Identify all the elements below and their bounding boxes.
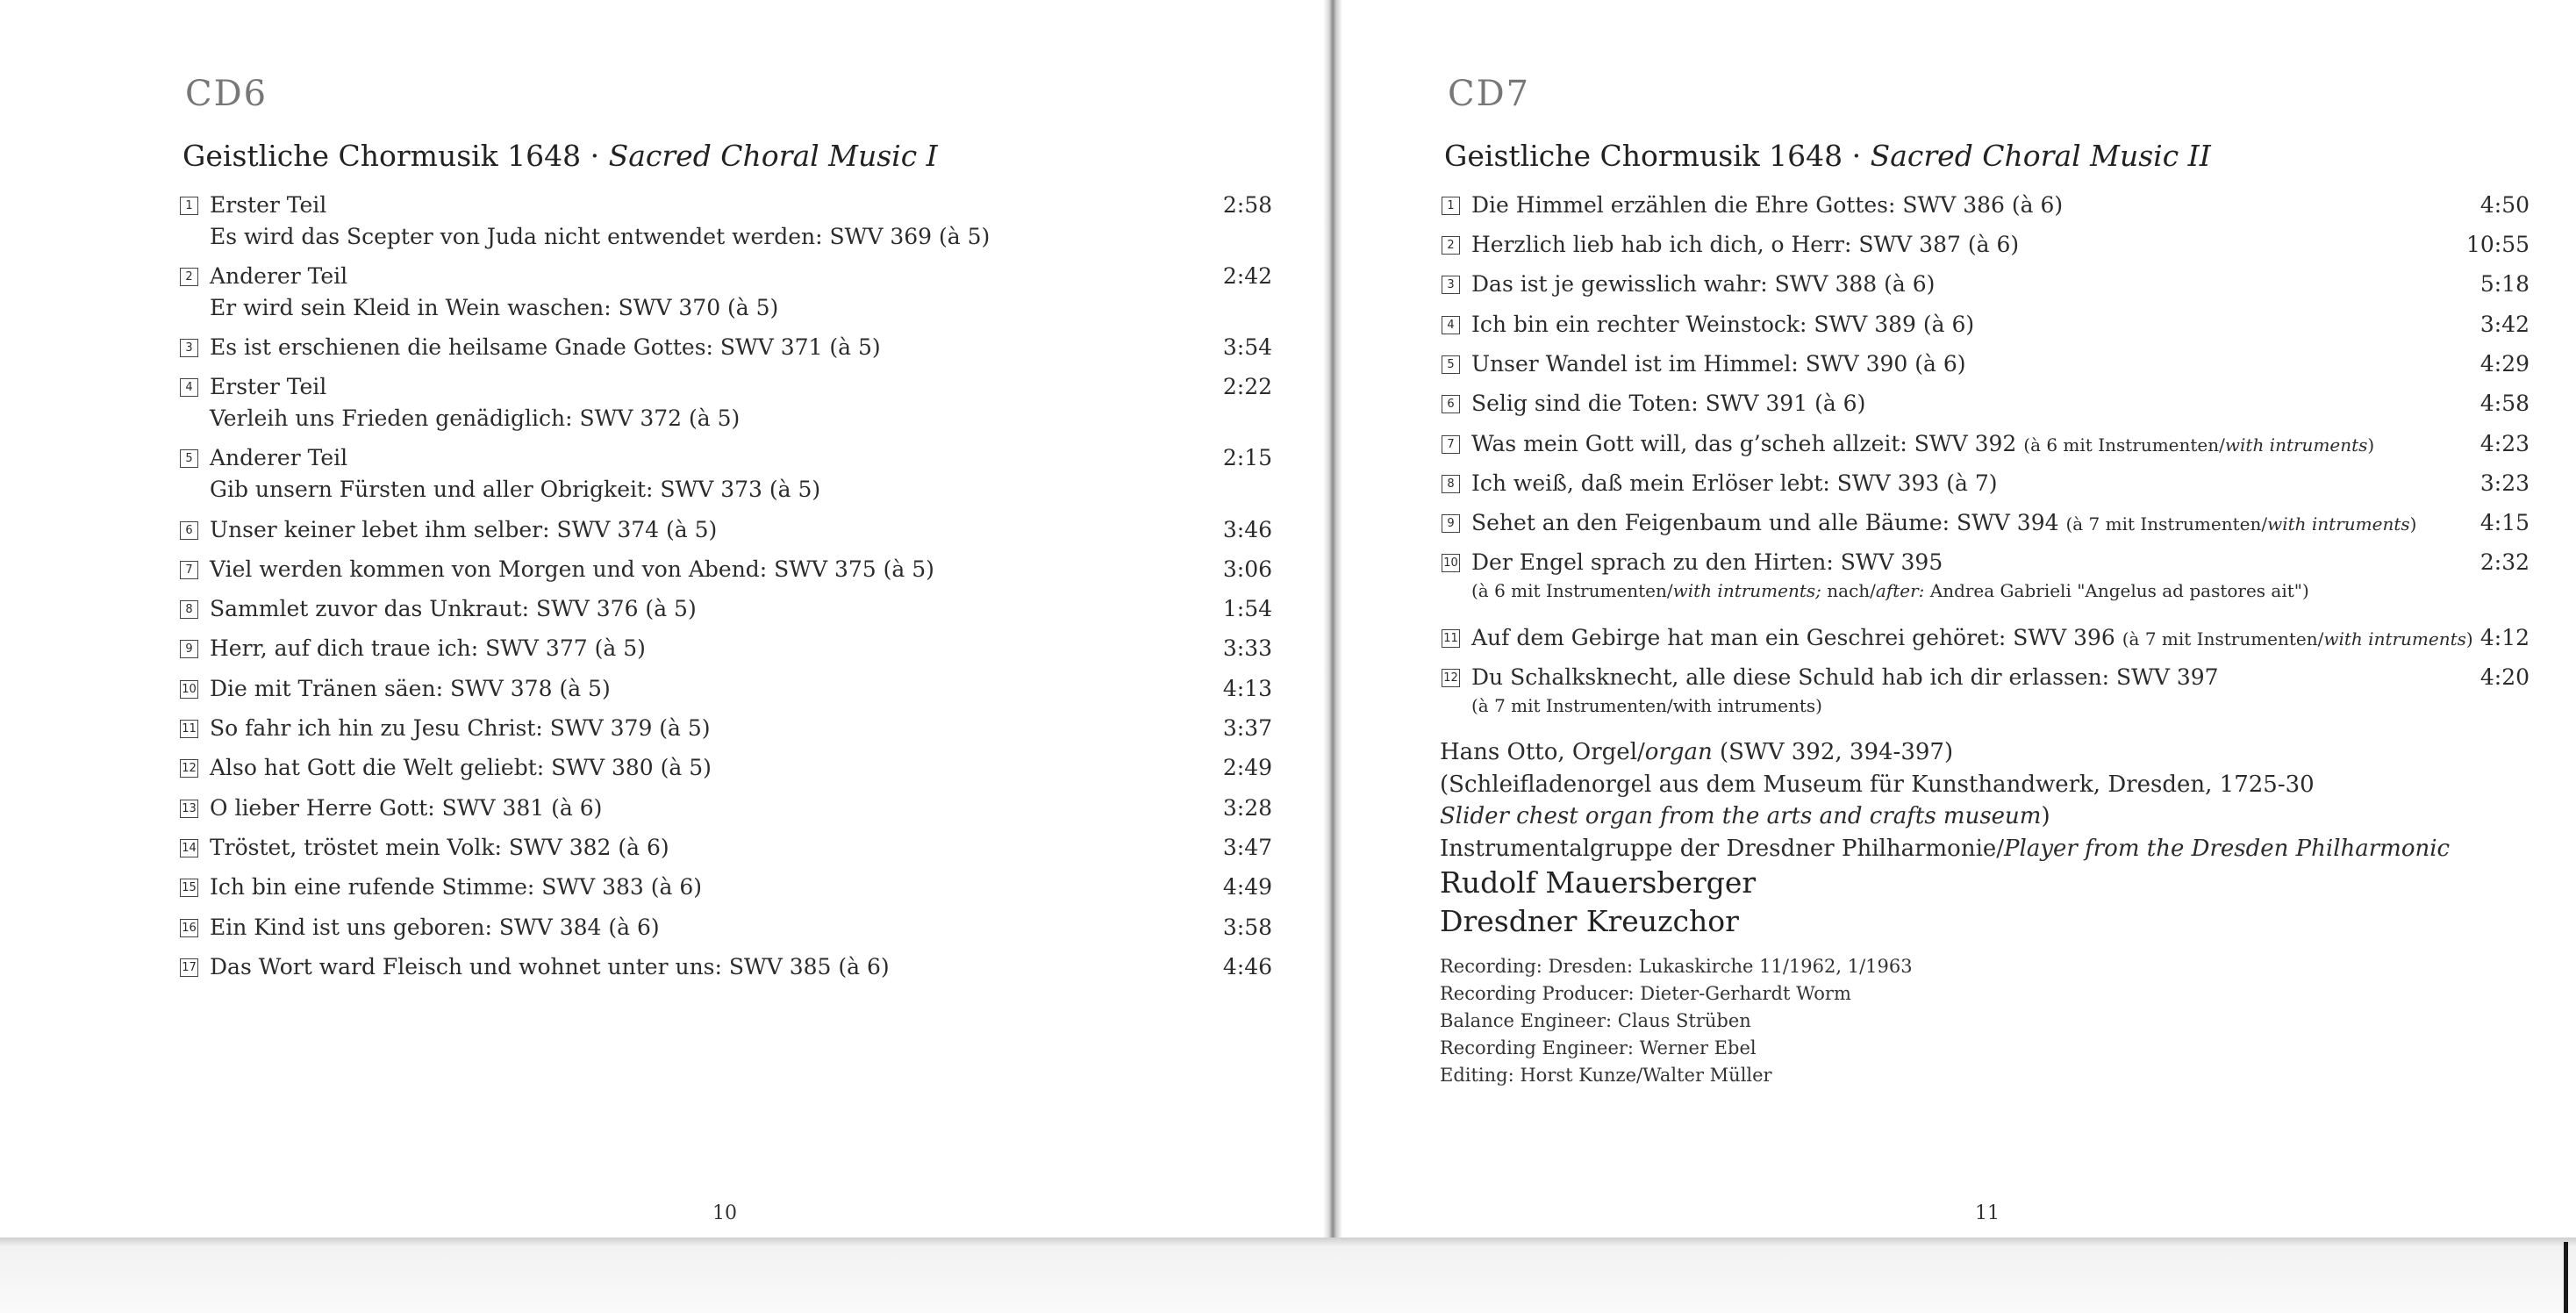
- track-title: Verleih uns Frieden genädiglich: SWV 372 (à 5): [210, 405, 741, 431]
- track-number: 16: [180, 919, 198, 937]
- track-title: Tröstet, tröstet mein Volk: SWV 382 (à 6): [210, 835, 669, 860]
- track-title: Ein Kind ist uns geboren: SWV 384 (à 6): [210, 915, 660, 940]
- credit-conductor: Rudolf Mauersberger: [1440, 865, 1757, 900]
- recording-line: Recording Producer: Dieter-Gerhardt Worm: [1440, 983, 1851, 1004]
- track-duration: 1:54: [1222, 596, 1272, 621]
- track-number: 5: [180, 449, 198, 468]
- track-row: [180, 442, 1272, 506]
- track-number: 8: [1442, 475, 1460, 493]
- track-row: [180, 673, 1272, 705]
- track-row: [180, 752, 1272, 784]
- track-title: Das ist je gewisslich wahr: SWV 388 (à 6): [1471, 271, 1936, 297]
- track-title: Es ist erschienen die heilsame Gnade Gottes: SWV 371 (à 5): [210, 334, 881, 360]
- track-row: [1442, 309, 2529, 341]
- track-row: [180, 593, 1272, 625]
- track-title: Gib unsern Fürsten und aller Obrigkeit: SWV 373 (à 5): [210, 477, 821, 502]
- track-row: [180, 633, 1272, 664]
- credit-text: ): [2041, 803, 2050, 829]
- cd6-label: CD6: [185, 74, 268, 114]
- track-duration: 3:28: [1222, 795, 1272, 821]
- track-row: [1442, 547, 2529, 610]
- track-row: [180, 554, 1272, 585]
- track-row: [1442, 269, 2529, 300]
- track-duration: 4:15: [2479, 510, 2529, 535]
- track-duration: 3:42: [2479, 312, 2529, 337]
- track-row: [180, 332, 1272, 363]
- track-number: 15: [180, 879, 198, 897]
- credit-organist: [1440, 739, 1953, 765]
- track-part: Anderer Teil: [210, 445, 348, 470]
- track-duration: 3:37: [1222, 715, 1272, 741]
- page-number: 10: [712, 1202, 737, 1224]
- track-duration: 4:46: [1222, 954, 1272, 979]
- note-part: Andrea Gabrieli "Angelus ad pastores ait"): [1924, 580, 2309, 601]
- track-scoring-en: with intruments: [2224, 434, 2368, 456]
- track-number: 10: [1442, 554, 1460, 572]
- track-duration: 10:55: [2465, 232, 2529, 257]
- track-title: Es wird das Scepter von Juda nicht entwendet werden: SWV 369 (à 5): [210, 224, 991, 249]
- credit-organ-info: (Schleifladenorgel aus dem Museum für Kunsthandwerk, Dresden, 1725-30: [1440, 771, 2315, 798]
- track-row: [180, 951, 1272, 983]
- page-number: 11: [1975, 1202, 2000, 1224]
- track-note: (à 7 mit Instrumenten/with intruments): [1471, 695, 1822, 716]
- note-part-en: with intruments;: [1672, 580, 1821, 601]
- track-duration: 3:58: [1222, 915, 1272, 940]
- track-number: 6: [1442, 395, 1460, 413]
- cd6-title: [182, 139, 938, 173]
- track-number: 4: [180, 378, 198, 397]
- track-row: [1442, 468, 2529, 499]
- track-scoring-en: with intruments: [2323, 628, 2466, 649]
- track-title: Sammlet zuvor das Unkraut: SWV 376 (à 5): [210, 596, 697, 621]
- track-duration: 3:06: [1222, 556, 1272, 582]
- credit-text: (SWV 392, 394-397): [1712, 739, 1954, 765]
- track-duration: 3:33: [1222, 635, 1272, 661]
- credit-text-en: Player from the Dresden Philharmonic: [2004, 836, 2451, 862]
- track-scoring-en: with intruments: [2267, 513, 2410, 535]
- track-row: [180, 912, 1272, 943]
- track-duration: 4:29: [2479, 351, 2529, 377]
- track-number: 17: [180, 958, 198, 977]
- track-row: [180, 371, 1272, 434]
- track-title-main: Was mein Gott will, das g’scheh allzeit: SWV 392: [1471, 431, 2024, 456]
- credit-choir: Dresdner Kreuzchor: [1440, 904, 1739, 938]
- track-duration: 4:12: [2479, 625, 2529, 650]
- track-duration: 2:22: [1222, 374, 1272, 399]
- track-row: [180, 713, 1272, 744]
- track-row: [1442, 229, 2529, 261]
- track-number: 11: [1442, 629, 1460, 648]
- track-title: [1471, 622, 2473, 655]
- track-title: Ich bin ein rechter Weinstock: SWV 389 (à 6): [1471, 312, 1975, 337]
- track-number: 1: [1442, 197, 1460, 215]
- track-duration: 4:23: [2479, 431, 2529, 456]
- track-part: Erster Teil: [210, 192, 327, 218]
- note-part: nach/: [1821, 580, 1876, 601]
- recording-line: Recording: Dresden: Lukaskirche 11/1962, 1/1963: [1440, 956, 1913, 977]
- track-number: 10: [180, 680, 198, 699]
- track-number: 6: [180, 521, 198, 540]
- track-title: [1471, 428, 2374, 461]
- track-duration: 3:47: [1222, 835, 1272, 860]
- track-duration: 2:49: [1222, 755, 1272, 780]
- track-row: [1442, 507, 2529, 539]
- track-number: 13: [180, 800, 198, 818]
- track-row: [1442, 662, 2529, 725]
- track-row: [180, 872, 1272, 903]
- track-number: 4: [1442, 316, 1460, 334]
- track-title: Unser Wandel ist im Himmel: SWV 390 (à 6): [1471, 351, 1966, 377]
- track-duration: 3:54: [1222, 334, 1272, 360]
- scan-edge-mark: [2564, 1242, 2568, 1313]
- track-number: 11: [180, 720, 198, 738]
- track-duration: 2:15: [1222, 445, 1272, 470]
- track-number: 1: [180, 197, 198, 215]
- track-number: 8: [180, 600, 198, 619]
- track-note: [1471, 575, 2309, 606]
- track-number: 2: [1442, 236, 1460, 255]
- track-title: Selig sind die Toten: SWV 391 (à 6): [1471, 391, 1866, 416]
- track-row: [1442, 190, 2529, 221]
- track-title: Also hat Gott die Welt geliebt: SWV 380 (à 5): [210, 755, 712, 780]
- note-part: (à 6 mit Instrumenten/: [1471, 580, 1673, 601]
- cd7-title-de: Geistliche Chormusik 1648 ·: [1444, 139, 1871, 173]
- track-scoring: (à 7 mit Instrumenten/: [2065, 513, 2268, 535]
- track-scoring-end: ): [2465, 628, 2473, 649]
- track-duration: 4:13: [1222, 676, 1272, 701]
- track-scoring-end: ): [2409, 513, 2417, 535]
- track-duration: 4:20: [2479, 664, 2529, 690]
- recording-line: Editing: Horst Kunze/Walter Müller: [1440, 1065, 1772, 1086]
- track-row: [1442, 428, 2529, 460]
- track-title: Ich weiß, daß mein Erlöser lebt: SWV 393 (à 7): [1471, 470, 1998, 496]
- track-duration: 4:58: [2479, 391, 2529, 416]
- track-title: Ich bin eine rufende Stimme: SWV 383 (à 6): [210, 874, 703, 900]
- track-number: 2: [180, 268, 198, 286]
- track-row: [1442, 388, 2529, 420]
- track-duration: 2:58: [1222, 192, 1272, 218]
- credit-text: Instrumentalgruppe der Dresdner Philharmonie/: [1440, 836, 2005, 862]
- track-part: Erster Teil: [210, 374, 327, 399]
- track-part: Anderer Teil: [210, 263, 348, 289]
- track-number: 9: [1442, 514, 1460, 533]
- track-duration: 5:18: [2479, 271, 2529, 297]
- track-scoring-end: ): [2367, 434, 2375, 456]
- track-title: [1471, 507, 2416, 540]
- cd6-title-en: Sacred Choral Music I: [608, 139, 938, 173]
- track-number: 7: [180, 561, 198, 579]
- cd7-label: CD7: [1448, 74, 1531, 114]
- credit-text-en: Slider chest organ from the arts and crafts museum: [1440, 803, 2042, 829]
- track-title: Der Engel sprach zu den Hirten: SWV 395: [1471, 549, 1943, 575]
- track-row: [1442, 348, 2529, 380]
- track-row: [180, 832, 1272, 864]
- track-row: [180, 190, 1272, 253]
- track-title: Herr, auf dich traue ich: SWV 377 (à 5): [210, 635, 646, 661]
- track-duration: 2:32: [2479, 549, 2529, 575]
- credit-organ-info-en: [1440, 803, 2050, 829]
- track-scoring: (à 6 mit Instrumenten/: [2023, 434, 2225, 456]
- credit-text: Hans Otto, Orgel/: [1440, 739, 1645, 765]
- track-duration: 3:23: [2479, 470, 2529, 496]
- track-number: 14: [180, 839, 198, 857]
- track-title: Die Himmel erzählen die Ehre Gottes: SWV 386 (à 6): [1471, 192, 2064, 218]
- credit-ensemble: [1440, 836, 2450, 862]
- recording-line: Balance Engineer: Claus Strüben: [1440, 1010, 1751, 1031]
- track-row: [180, 261, 1272, 324]
- track-title: Viel werden kommen von Morgen und von Abend: SWV 375 (à 5): [210, 556, 934, 582]
- track-number: 3: [180, 339, 198, 357]
- cd7-title: [1444, 139, 2211, 173]
- recording-line: Recording Engineer: Werner Ebel: [1440, 1037, 1757, 1058]
- track-row: [180, 514, 1272, 546]
- track-title: Er wird sein Kleid in Wein waschen: SWV 370 (à 5): [210, 295, 779, 320]
- track-row: [180, 793, 1272, 824]
- track-number: 12: [180, 759, 198, 778]
- credit-text-en: organ: [1644, 739, 1713, 765]
- track-title-main: Auf dem Gebirge hat man ein Geschrei gehöret: SWV 396: [1471, 625, 2122, 650]
- track-duration: 2:42: [1222, 263, 1272, 289]
- note-part-en: after:: [1875, 580, 1925, 601]
- track-number: 5: [1442, 355, 1460, 374]
- track-scoring: (à 7 mit Instrumenten/: [2122, 628, 2324, 649]
- track-title: Das Wort ward Fleisch und wohnet unter uns: SWV 385 (à 6): [210, 954, 890, 979]
- track-number: 12: [1442, 669, 1460, 687]
- track-title: O lieber Herre Gott: SWV 381 (à 6): [210, 795, 603, 821]
- cd7-title-en: Sacred Choral Music II: [1870, 139, 2211, 173]
- track-duration: 4:49: [1222, 874, 1272, 900]
- track-number: 9: [180, 640, 198, 658]
- track-row: [1442, 622, 2529, 654]
- track-number: 3: [1442, 276, 1460, 294]
- cd6-title-de: Geistliche Chormusik 1648 ·: [182, 139, 609, 173]
- track-title: Die mit Tränen säen: SWV 378 (à 5): [210, 676, 611, 701]
- track-title-main: Sehet an den Feigenbaum und alle Bäume: SWV 394: [1471, 510, 2066, 535]
- track-number: 7: [1442, 435, 1460, 454]
- track-duration: 3:46: [1222, 517, 1272, 542]
- track-title: Du Schalksknecht, alle diese Schuld hab ich dir erlassen: SWV 397: [1471, 664, 2219, 690]
- track-title: Herzlich lieb hab ich dich, o Herr: SWV 387 (à 6): [1471, 232, 2020, 257]
- track-title: Unser keiner lebet ihm selber: SWV 374 (à 5): [210, 517, 718, 542]
- track-duration: 4:50: [2479, 192, 2529, 218]
- track-title: So fahr ich hin zu Jesu Christ: SWV 379 (à 5): [210, 715, 711, 741]
